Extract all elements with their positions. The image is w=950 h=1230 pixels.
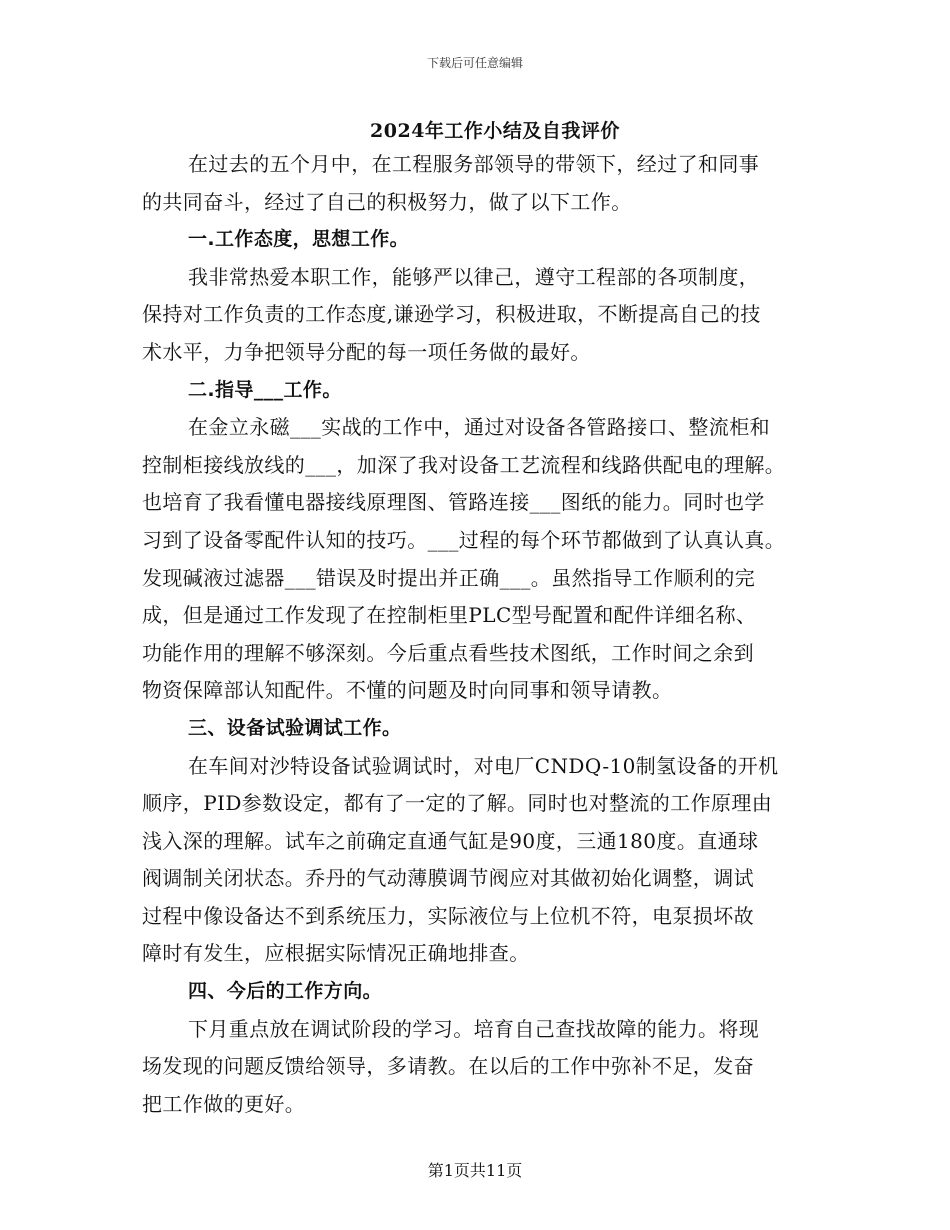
document-body xyxy=(142,146,832,1123)
paragraph-line: 在过去的五个月中，在工程服务部领导的带领下，经过了和同事 xyxy=(188,152,760,176)
document-title: 2024年工作小结及自我评价 xyxy=(370,120,620,142)
paragraph-line: 在车间对沙特设备试验调试时，对电厂CNDQ-10制氢设备的开机 xyxy=(188,753,779,778)
paragraph-line: 发现碱液过滤器___错误及时提出并正确___。虽然指导工作顺利的完 xyxy=(142,565,756,590)
paragraph-line: 也培育了我看懂电器接线原理图、管路连接___图纸的能力。同时也学 xyxy=(142,490,765,515)
paragraph-line: 保持对工作负责的工作态度,谦逊学习，积极进取，不断提高自己的技 xyxy=(142,302,761,327)
paragraph-line: 控制柜接线放线的___，加深了我对设备工艺流程和线路供配电的理解。 xyxy=(142,452,786,477)
paragraph-line: 功能作用的理解不够深刻。今后重点看些技术图纸，工作时间之余到 xyxy=(142,640,754,665)
paragraph-line: 障时有发生，应根据实际情况正确地排查。 xyxy=(142,941,530,966)
paragraph-line: 成，但是通过工作发现了在控制柜里PLC型号配置和配件详细名称、 xyxy=(142,603,757,628)
section-heading: 四、今后的工作方向。 xyxy=(188,980,383,1003)
page-footer: 第1页共11页 xyxy=(427,1161,523,1180)
paragraph-line: 场发现的问题反馈给领导，多请教。在以后的工作中弥补不足，发奋 xyxy=(142,1054,754,1079)
section-heading: 二.指导___工作。 xyxy=(188,378,342,401)
section-heading: 一.工作态度，思想工作。 xyxy=(188,228,410,251)
paragraph-line: 在金立永磁___实战的工作中，通过对设备各管路接口、整流柜和 xyxy=(188,415,770,440)
paragraph-line: 的共同奋斗，经过了自己的积极努力，做了以下工作。 xyxy=(142,189,632,214)
paragraph-line: 浅入深的理解。试车之前确定直通气缸是90度，三通180度。直通球 xyxy=(142,828,759,853)
paragraph-line: 下月重点放在调试阶段的学习。培育自己查找故障的能力。将现 xyxy=(188,1016,760,1041)
section-heading: 三、设备试验调试工作。 xyxy=(188,716,402,739)
paragraph-line: 术水平，力争把领导分配的每一项任务做的最好。 xyxy=(142,339,591,364)
paragraph-line: 顺序，PID参数设定，都有了一定的了解。同时也对整流的工作原理由 xyxy=(142,791,773,816)
paragraph-line: 我非常热爱本职工作，能够严以律己，遵守工程部的各项制度， xyxy=(188,264,760,289)
paragraph-line: 把工作做的更好。 xyxy=(142,1091,306,1116)
paragraph-line: 习到了设备零配件认知的技巧。___过程的每个环节都做到了认真认真。 xyxy=(142,527,786,552)
paragraph-line: 阀调制关闭状态。乔丹的气动薄膜调节阀应对其做初始化调整，调试 xyxy=(142,866,754,891)
paragraph-line: 过程中像设备达不到系统压力，实际液位与上位机不符，电泵损坏故 xyxy=(142,903,754,928)
paragraph-line: 物资保障部认知配件。不懂的问题及时向同事和领导请教。 xyxy=(142,678,673,703)
header-note: 下载后可任意编辑 xyxy=(426,56,523,70)
